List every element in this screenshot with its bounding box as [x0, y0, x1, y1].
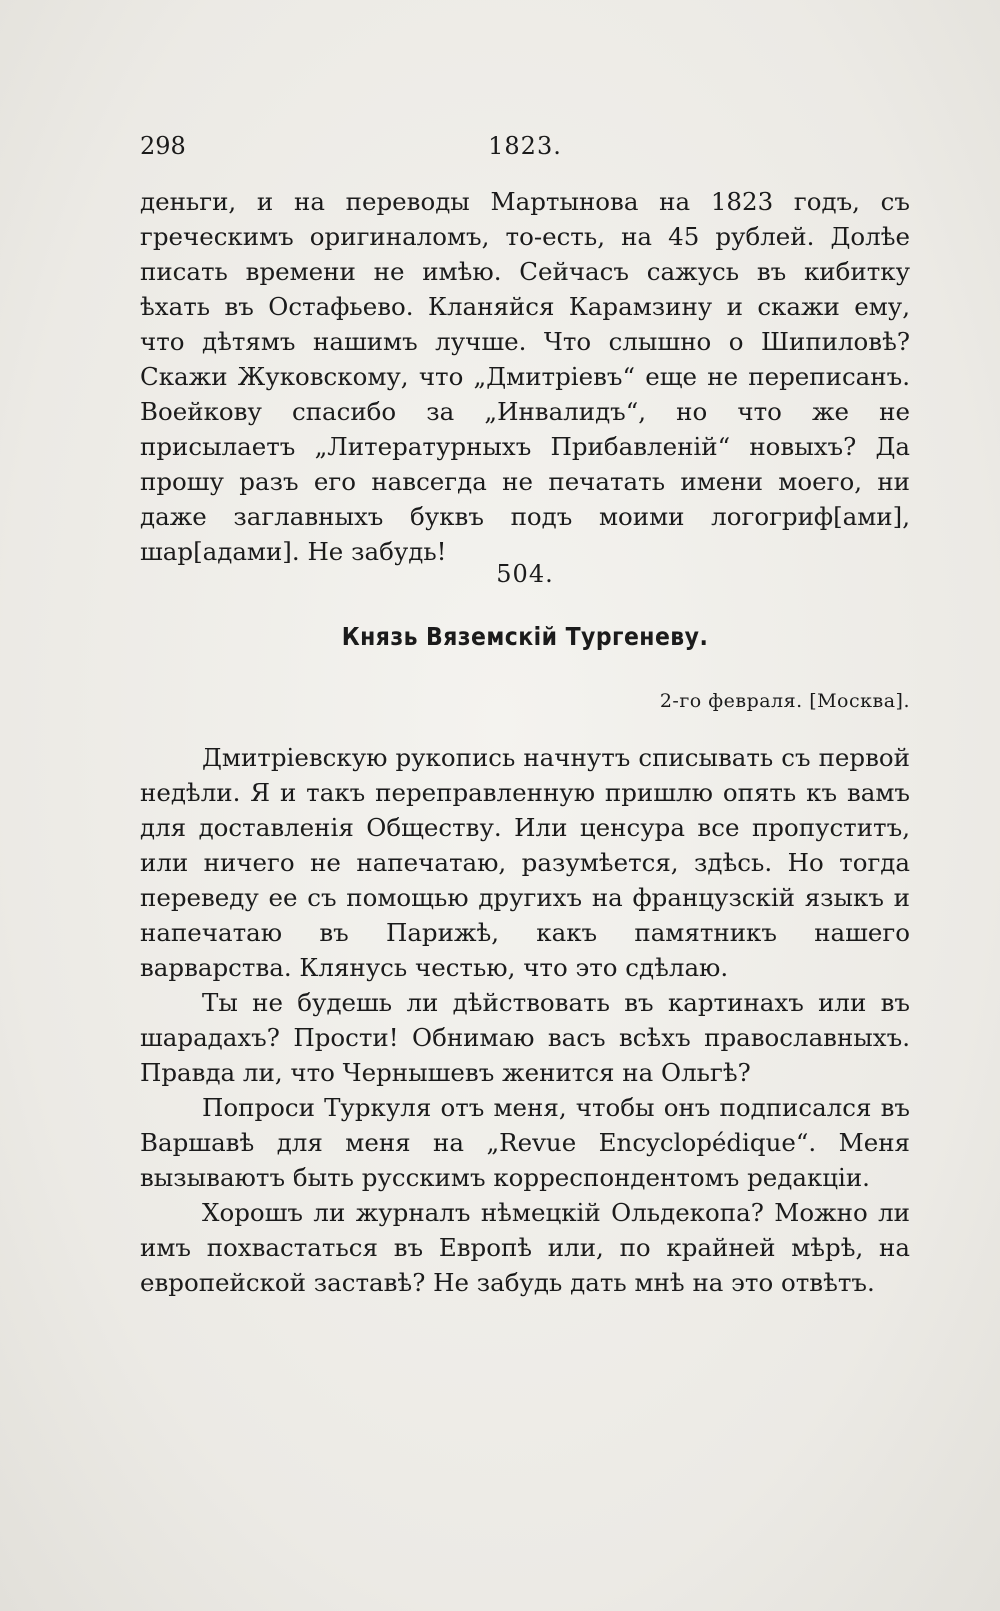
letter-heading: Князь Вяземскій Тургеневу.: [341, 622, 709, 651]
running-year: 1823.: [488, 132, 562, 160]
running-head: [140, 132, 910, 172]
paragraph: Ты не будешь ли дѣйствовать въ картинахъ или въ шарадахъ? Прости! Обнимаю васъ всѣхъ православныхъ. Правда ли, что Чернышевъ женится на Ольгѣ?: [140, 988, 910, 1087]
paragraph: деньги, и на переводы Мартынова на 1823 годъ, съ греческимъ оригиналомъ, то-есть, на 45 рублей. Долѣе писать времени не имѣю. Сейчасъ сажусь въ кибитку ѣхать въ Остафьево. Кланяйся Карамзину и скажи ему, что дѣтямъ нашимъ лучше. Что слышно о Шипиловѣ? Скажи Жуковскому, что „Дмитріевъ“ еще не переписанъ. Воейкову спасибо за „Инвалидъ“, но что же не присылаетъ „Литературныхъ Прибавленій“ новыхъ? Да прошу разъ его навсегда не печатать имени моего, ни даже заглавныхъ буквъ подъ моими логогриф[ами], шар[адами]. Не забудь!: [140, 187, 910, 566]
paragraph: Попроси Туркуля отъ меня, чтобы онъ подписался въ Варшавѣ для меня на „Revue Encyclopédique“. Меня вызываютъ быть русскимъ корреспондентомъ редакціи.: [140, 1093, 910, 1192]
paragraph: Хорошъ ли журналъ нѣмецкій Ольдекопа? Можно ли имъ похвастаться въ Европѣ или, по крайней мѣрѣ, на европейской заставѣ? Не забудь дать мнѣ на это отвѣтъ.: [140, 1198, 910, 1297]
page-number: 298: [140, 132, 186, 160]
letter-dateline: 2-го февраля. [Москва].: [659, 690, 910, 712]
letter-body: [140, 740, 910, 1300]
paragraph: Дмитріевскую рукопись начнутъ списывать съ первой недѣли. Я и такъ переправленную пришлю опять къ вамъ для доставленія Обществу. Или ценсура все пропуститъ, или ничего не напечатаю, разумѣется, здѣсь. Но тогда переведу ее съ помощью другихъ на французскій языкъ и напечатаю въ Парижѣ, какъ памятникъ нашего варварства. Клянусь честью, что это сдѣлаю.: [140, 743, 910, 982]
previous-letter-ending: [140, 184, 910, 569]
letter-number: 504.: [496, 560, 554, 588]
